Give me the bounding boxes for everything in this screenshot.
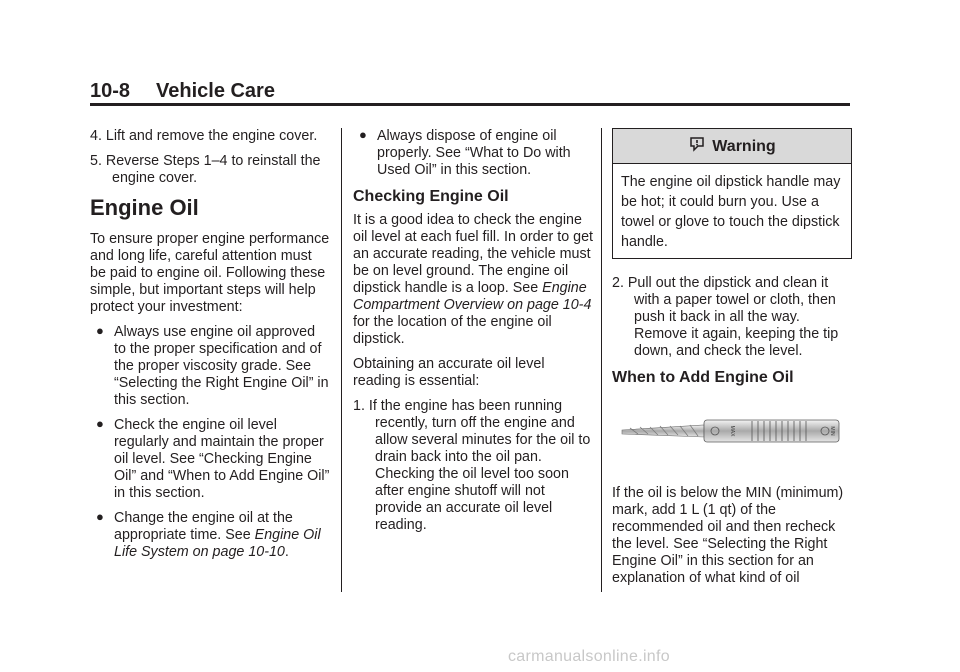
column-1	[90, 128, 330, 569]
step-2: 2. Pull out the dipstick and clean it with a paper towel or cloth, then push it back in all the way. Remove it again, keeping the tip down, and check the level.	[612, 275, 839, 359]
column-2	[353, 128, 593, 542]
step-4: 4. Lift and remove the engine cover.	[90, 128, 318, 144]
dipstick-max-label: MAX	[729, 425, 735, 437]
column-3	[612, 128, 852, 595]
bullet-icon: ●	[96, 323, 104, 338]
header-rule	[90, 103, 850, 106]
oil-life-link[interactable]: Engine Oil Life System on page 10-10	[114, 527, 321, 560]
accurate-reading-paragraph: Obtaining an accurate oil level reading is essential:	[353, 356, 545, 389]
step-1: 1. If the engine has been running recently, turn off the engine and allow several minutes for the oil to drain back into the oil pan. Checking the oil level too soon after engine shutoff will not provide an accurate oil level reading.	[353, 398, 591, 533]
bullet-icon: ●	[359, 127, 367, 142]
column-divider-2	[601, 128, 602, 592]
engine-oil-intro: To ensure proper engine performance and long life, careful attention must be paid to engine oil. Following these simple, but important steps will help protect your investment:	[90, 231, 330, 315]
checking-paragraph: It is a good idea to check the engine oil level at each fuel fill. In order to get an accurate reading, the vehicle must be on level ground. The engine oil dipstick handle is a loop. See Engine Compartment Overview on page 10-4 for the location of the engine oil dipstick.	[353, 212, 594, 347]
page-number: 10-8	[90, 80, 131, 102]
warning-box	[612, 128, 852, 259]
warning-title: Warning	[712, 137, 776, 155]
checking-engine-oil-heading: Checking Engine Oil	[353, 188, 509, 205]
engine-compartment-link[interactable]: Engine Compartment Overview on page 10-4	[353, 280, 592, 313]
dipstick-min-label: MIN	[829, 426, 835, 436]
step-5: 5. Reverse Steps 1–4 to reinstall the engine cover.	[90, 153, 321, 186]
watermark: carmanualsonline.info	[508, 648, 670, 665]
add-oil-paragraph: If the oil is below the MIN (minimum) mark, add 1 L (1 qt) of the recommended oil and then recheck the level. See “Selecting the Right Engine Oil” in this section for an explanation of what kind of oil	[612, 485, 844, 586]
dipstick-illustration	[612, 397, 852, 467]
warning-text: The engine oil dipstick handle may be hot; it could burn you. Use a towel or glove to touch the dipstick handle.	[621, 174, 841, 250]
section-title: Vehicle Care	[156, 80, 275, 102]
warning-icon	[688, 135, 706, 157]
engine-oil-heading: Engine Oil	[90, 195, 199, 220]
bullet-item: ● Check the engine oil level regularly and maintain the proper oil level. See “Checking Engine Oil” and “When to Add Engine Oil” in this section.	[96, 416, 330, 501]
bullet-item: ● Always dispose of engine oil properly. See “What to Do with Used Oil” in this section.	[359, 127, 571, 178]
column-divider-1	[341, 128, 342, 592]
bullet-item: ● Change the engine oil at the appropriate time. See Engine Oil Life System on page 10-10.	[96, 509, 321, 560]
bullet-icon: ●	[96, 416, 104, 431]
when-to-add-heading: When to Add Engine Oil	[612, 369, 794, 386]
bullet-icon: ●	[96, 509, 104, 524]
bullet-item: ● Always use engine oil approved to the proper specification and of the proper viscosity grade. See “Selecting the Right Engine Oil” in this section.	[96, 323, 329, 408]
warning-header	[613, 129, 851, 164]
